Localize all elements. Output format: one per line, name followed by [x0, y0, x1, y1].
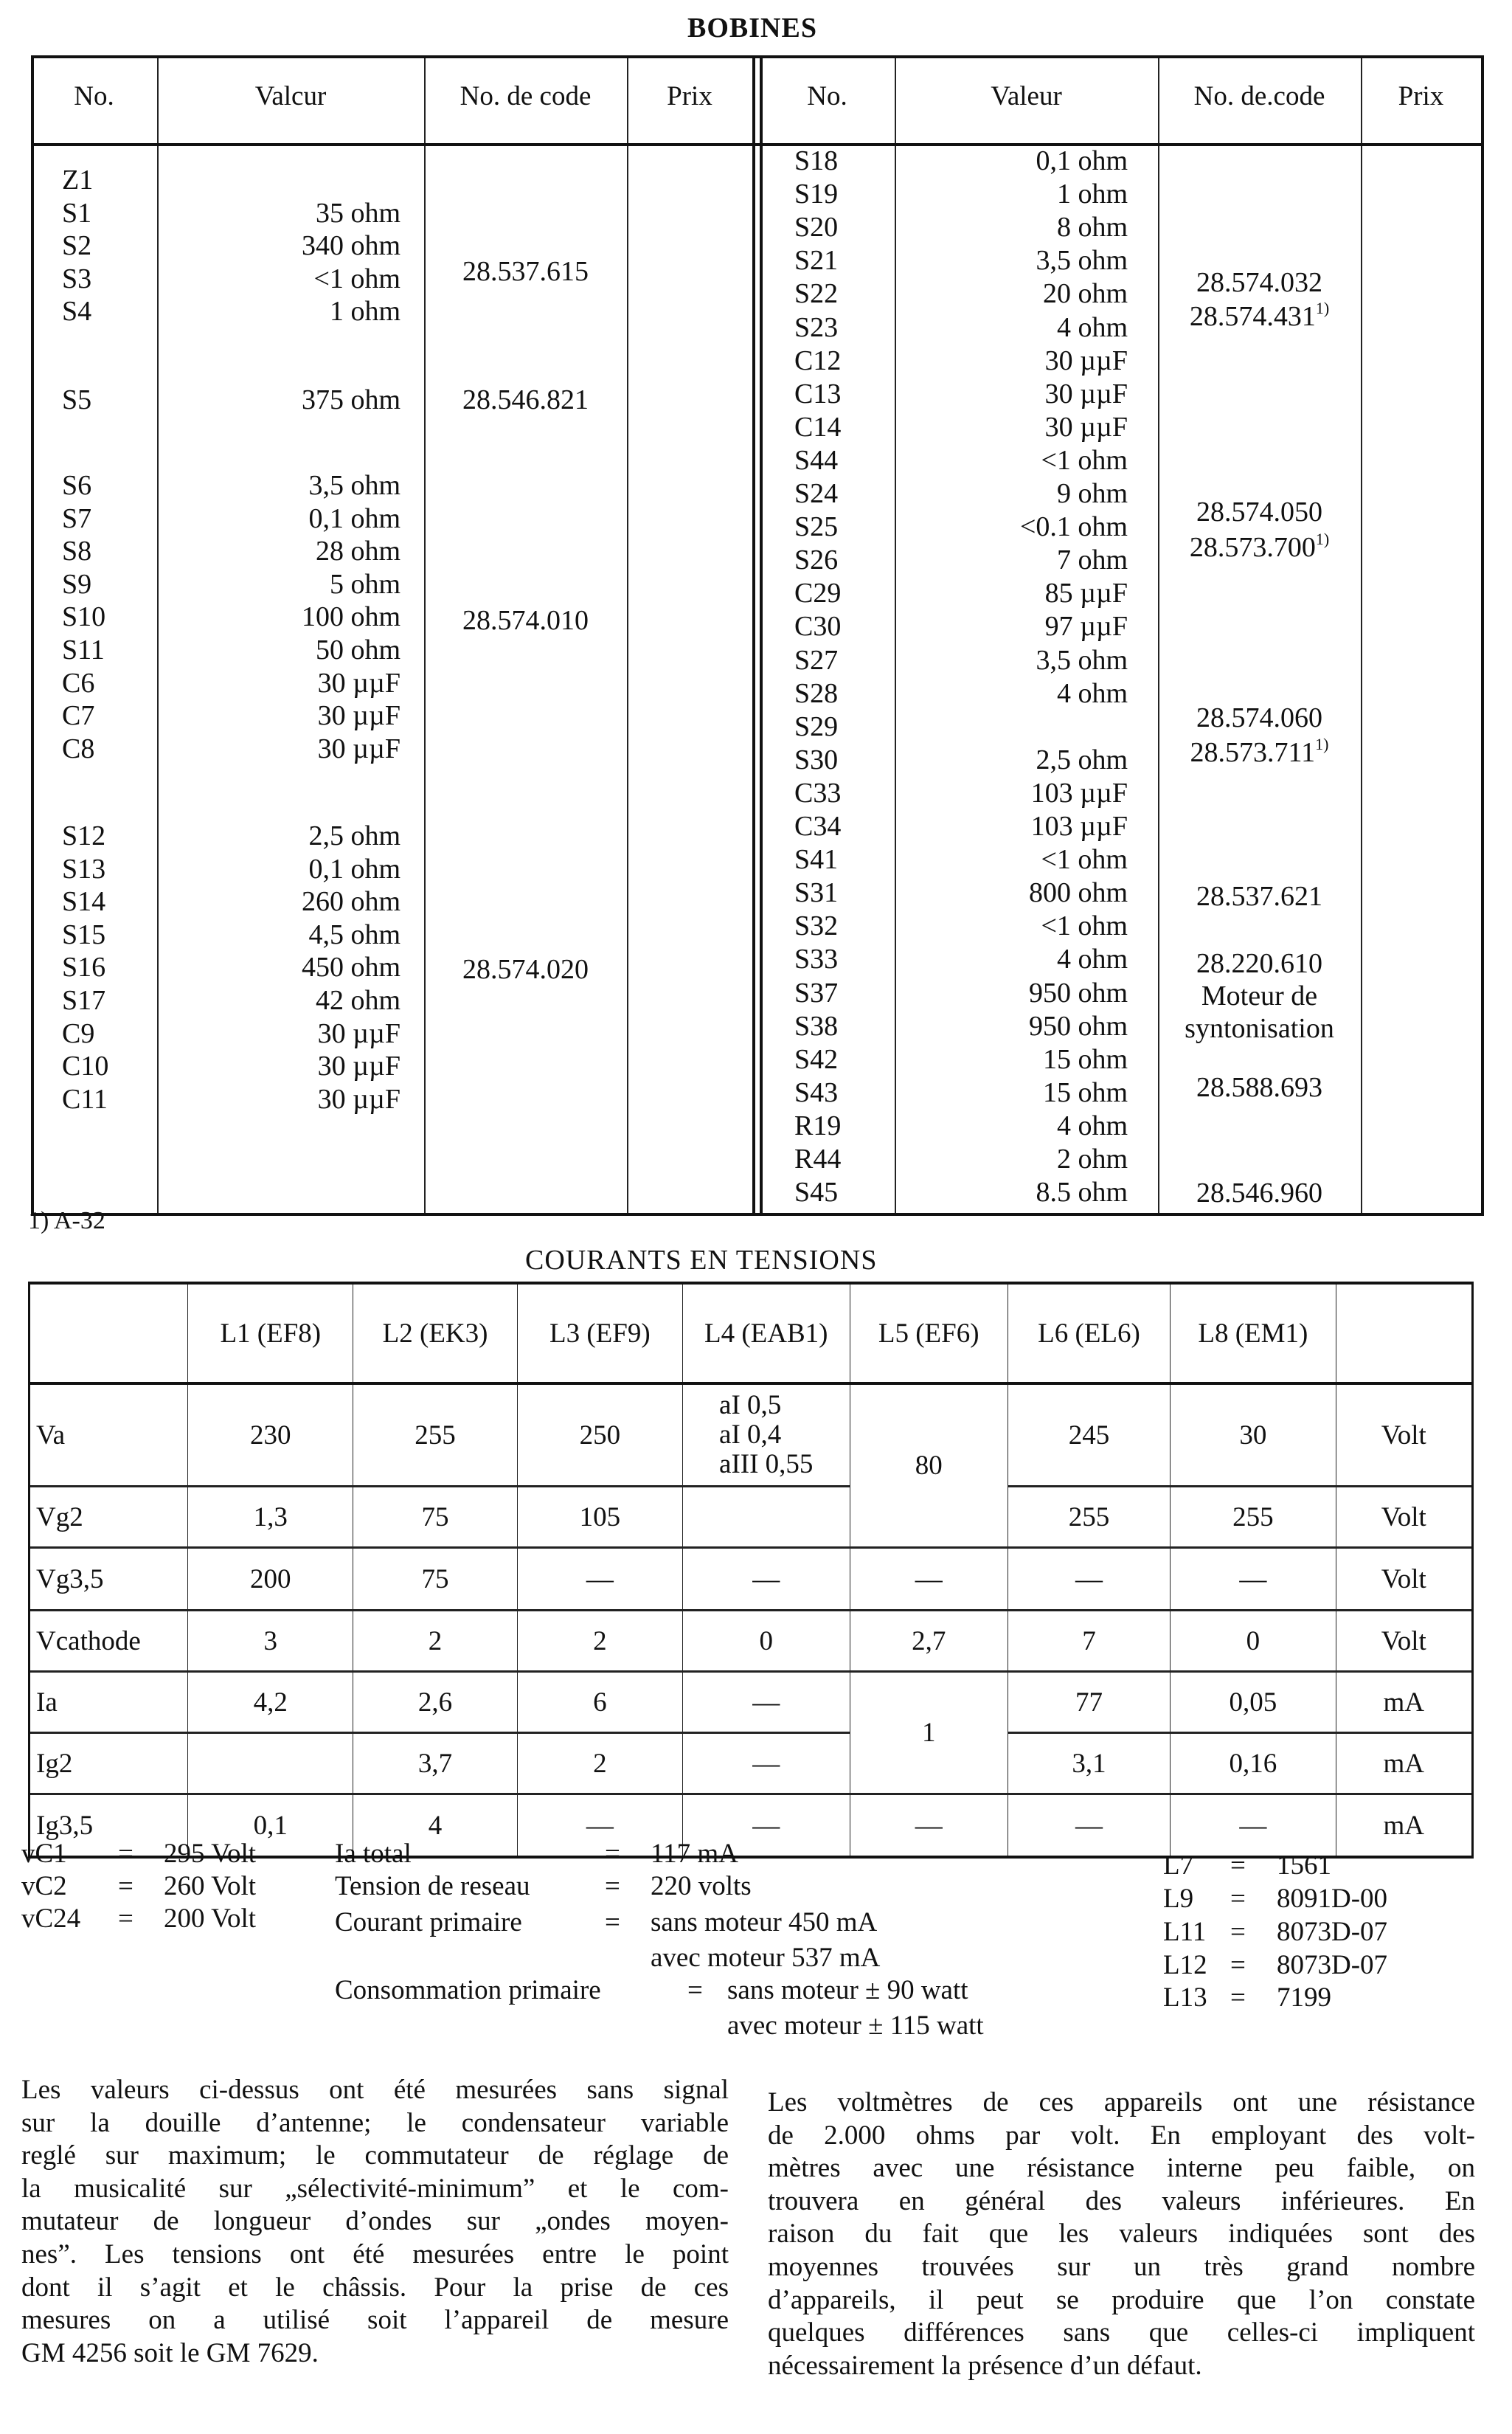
component-number: R19: [794, 1110, 842, 1141]
equals-sign: =: [687, 1975, 703, 2005]
note-line: mètres avec une résistance interne peu faible, on: [768, 2153, 1475, 2184]
code-number: 28.546.821: [462, 384, 589, 415]
component-value: 30 µµF: [317, 1017, 400, 1049]
code-text: Moteur de: [1201, 981, 1318, 1012]
unit-cell: Volt: [1336, 1487, 1472, 1548]
component-number: S26: [794, 544, 839, 576]
courant-label: Courant primaire: [335, 1907, 522, 1937]
row-label: Ig3,5: [30, 1794, 188, 1858]
note-line: raison du fait que les valeurs indiquées sont des: [768, 2219, 1475, 2250]
value-cell: —: [850, 1548, 1008, 1611]
value-cell: —: [517, 1794, 682, 1858]
code-text: 28.574.431: [1189, 301, 1316, 332]
header-no: No.: [807, 81, 847, 111]
value-cell: 3: [188, 1611, 353, 1672]
component-number: C7: [62, 700, 95, 732]
note-line: mutateur de longueur d’ondes sur „ondes moyen-: [21, 2206, 729, 2237]
courants-table: [28, 1282, 1474, 1859]
component-number: S22: [794, 278, 839, 310]
component-number: C14: [794, 411, 842, 443]
note-line: Les valeurs ci-dessus ont été mesurées sans signal: [21, 2075, 729, 2105]
table-row: [30, 1611, 1473, 1672]
component-value: 42 ohm: [315, 985, 400, 1016]
unit-cell: mA: [1336, 1733, 1472, 1794]
header-no: No.: [74, 81, 114, 111]
code-text: 28.574.060: [1196, 702, 1322, 733]
notes-right: [768, 2086, 1475, 2382]
note-line: Les voltmètres de ces appareils ont une résistance: [768, 2087, 1475, 2117]
code-number: 28.574.010: [462, 605, 589, 636]
component-value: <1 ohm: [313, 263, 400, 294]
value-cell: 2: [353, 1611, 517, 1672]
courant-value: sans moteur 450 mA: [651, 1907, 878, 1937]
value-cell: 1: [850, 1672, 1008, 1794]
footnote-mark: 1): [1315, 735, 1329, 753]
note-line: moyennes trouvées sur un très grand nombre: [768, 2251, 1475, 2282]
anode-value: aI 0,4: [719, 1419, 782, 1450]
bobines-title: BOBINES: [687, 13, 817, 44]
component-number: S3: [62, 263, 92, 294]
component-number: S28: [794, 677, 839, 709]
column-header: L2 (EK3): [353, 1283, 517, 1383]
capacitor-voltage: 260 Volt: [164, 1871, 257, 1901]
component-number: C12: [794, 345, 842, 376]
row-label: Ia: [30, 1672, 188, 1733]
lamp-label: L13: [1163, 1982, 1207, 2013]
value-cell: 77: [1008, 1672, 1170, 1733]
capacitor-voltage: 200 Volt: [164, 1904, 257, 1934]
value-cell: —: [682, 1794, 850, 1858]
row-label: Va: [30, 1383, 188, 1487]
anode-value: aIII 0,55: [719, 1448, 814, 1479]
component-value: 4 ohm: [1056, 1110, 1128, 1141]
footnote-mark: 1): [1315, 299, 1330, 317]
note-line: nécessairement la présence d’un défaut.: [768, 2350, 1202, 2381]
value-cell: [188, 1733, 353, 1794]
component-value: 15 ohm: [1042, 1076, 1128, 1108]
component-value: 950 ohm: [1028, 977, 1128, 1009]
code-number: [1158, 496, 1361, 528]
component-value: 15 ohm: [1042, 1043, 1128, 1075]
component-value: 30 µµF: [1044, 345, 1128, 376]
code-text: 28.537.621: [1196, 881, 1322, 912]
code-text: 28.573.700: [1189, 532, 1316, 563]
component-value: 1 ohm: [1056, 179, 1128, 210]
component-value: 30 µµF: [317, 667, 400, 699]
component-number: C10: [62, 1051, 109, 1082]
value-cell: 3,1: [1008, 1733, 1170, 1794]
value-cell: 255: [1008, 1487, 1170, 1548]
component-value: 3,5 ohm: [1036, 644, 1128, 676]
equals-sign: =: [605, 1871, 620, 1901]
code-number: [1158, 736, 1361, 769]
component-number: S20: [794, 212, 839, 243]
component-value: 100 ohm: [301, 601, 400, 633]
component-value: 8.5 ohm: [1036, 1177, 1128, 1209]
consommation-label: Consommation primaire: [335, 1975, 601, 2005]
header-prix: Prix: [667, 81, 712, 111]
header-prix: Prix: [1398, 81, 1444, 111]
courant-value: avec moteur 537 mA: [651, 1943, 881, 1973]
component-number: S1: [62, 197, 92, 229]
value-cell: 2: [517, 1611, 682, 1672]
component-value: 2,5 ohm: [1036, 744, 1128, 775]
component-number: S43: [794, 1076, 839, 1108]
component-value: 7 ohm: [1056, 544, 1128, 576]
component-value: <1 ohm: [1041, 444, 1128, 476]
value-cell: —: [1008, 1548, 1170, 1611]
capacitor-label: vC24: [21, 1904, 81, 1934]
component-number: S23: [794, 311, 839, 343]
note-line: dont il s’agit et le châssis. Pour la prise de ces: [21, 2272, 729, 2303]
component-value: <1 ohm: [1041, 910, 1128, 942]
footnote: 1) A-32: [28, 1207, 105, 1234]
lamp-code: 8091D-00: [1277, 1884, 1388, 1914]
value-cell: 4,2: [188, 1672, 353, 1733]
component-value: 3,5 ohm: [1036, 245, 1128, 277]
table-row: [30, 1487, 1473, 1548]
capacitor-voltage: 295 Volt: [164, 1839, 257, 1869]
value-cell: —: [850, 1794, 1008, 1858]
component-number: C30: [794, 611, 842, 643]
component-value: 97 µµF: [1044, 611, 1128, 643]
lamp-code: 8073D-07: [1277, 1917, 1388, 1947]
component-number: C13: [794, 378, 842, 409]
component-value: 9 ohm: [1056, 478, 1128, 509]
lamp-label: L9: [1163, 1884, 1194, 1914]
unit-cell: Volt: [1336, 1611, 1472, 1672]
component-number: C29: [794, 578, 842, 609]
note-line: reglé sur maximum; le commutateur de réglage de: [21, 2140, 729, 2171]
unit-cell: mA: [1336, 1794, 1472, 1858]
column-header: [1336, 1283, 1472, 1383]
component-number: C8: [62, 733, 95, 764]
code-text: 28.588.693: [1196, 1072, 1322, 1103]
component-value: <1 ohm: [1041, 844, 1128, 876]
tension-label: Tension de reseau: [335, 1871, 530, 1901]
equals-sign: =: [1230, 1950, 1246, 1980]
code-number: [1158, 947, 1361, 980]
component-number: S2: [62, 230, 92, 262]
capacitor-label: vC1: [21, 1839, 67, 1869]
component-value: 4 ohm: [1056, 311, 1128, 343]
table-row: [30, 1733, 1473, 1794]
code-number: [1158, 1177, 1361, 1209]
value-cell: 255: [353, 1383, 517, 1487]
note-line: d’appareils, il peut se produire que l’on constate: [768, 2284, 1475, 2315]
component-number: S37: [794, 977, 839, 1009]
consommation-value: sans moteur ± 90 watt: [727, 1975, 968, 2005]
component-number: S44: [794, 444, 839, 476]
note-line: mesures on a utilisé soit l’appareil de mesure: [21, 2305, 729, 2336]
lamp-label: L12: [1163, 1950, 1207, 1980]
footnote-mark: 1): [1315, 530, 1330, 548]
value-cell: 1,3: [188, 1487, 353, 1548]
value-cell: 245: [1008, 1383, 1170, 1487]
component-number: S12: [62, 820, 106, 851]
value-cell: —: [1008, 1794, 1170, 1858]
code-number: [1158, 702, 1361, 734]
component-number: S9: [62, 568, 92, 600]
equals-sign: =: [605, 1907, 620, 1937]
unit-cell: Volt: [1336, 1548, 1472, 1611]
component-value: 103 µµF: [1030, 811, 1128, 842]
column-header: L1 (EF8): [188, 1283, 353, 1383]
component-value: 375 ohm: [301, 384, 400, 415]
capacitor-label: vC2: [21, 1871, 67, 1901]
value-cell: —: [682, 1733, 850, 1794]
header-code: No. de.code: [1193, 81, 1325, 111]
component-value: 30 µµF: [317, 700, 400, 732]
value-cell: 0,1: [188, 1794, 353, 1858]
ia-total-label: Ia total: [335, 1839, 412, 1869]
value-cell: 250: [517, 1383, 682, 1487]
component-number: S11: [62, 635, 105, 665]
code-number: [1158, 880, 1361, 913]
component-value: 340 ohm: [301, 230, 400, 262]
tension-value: 220 volts: [651, 1871, 752, 1901]
code-text: 28.574.032: [1196, 267, 1322, 298]
value-cell: —: [1171, 1794, 1336, 1858]
component-value: 1 ohm: [329, 296, 400, 328]
component-value: 28 ohm: [315, 536, 400, 567]
value-cell: 0: [682, 1611, 850, 1672]
component-number: S4: [62, 296, 92, 328]
value-cell: 2,6: [353, 1672, 517, 1733]
component-number: S21: [794, 245, 839, 277]
component-number: S33: [794, 944, 839, 975]
consommation-value: avec moteur ± 115 watt: [727, 2011, 984, 2041]
value-cell: 200: [188, 1548, 353, 1611]
component-value: <0.1 ohm: [1020, 511, 1128, 543]
component-value: 30 µµF: [1044, 411, 1128, 443]
component-number: S38: [794, 1010, 839, 1042]
value-cell: [682, 1487, 850, 1548]
code-text: 28.573.711: [1190, 737, 1316, 768]
value-cell: 80: [850, 1383, 1008, 1548]
component-value: 4,5 ohm: [308, 919, 400, 950]
component-number: S14: [62, 886, 106, 918]
component-number: C34: [794, 811, 842, 842]
component-value: 3,5 ohm: [308, 470, 400, 501]
header-valeur: Valcur: [254, 81, 327, 111]
component-value: 8 ohm: [1056, 212, 1128, 243]
component-number: C33: [794, 777, 842, 809]
value-cell: 2,7: [850, 1611, 1008, 1672]
code-number: [1158, 1012, 1361, 1045]
value-cell: [682, 1383, 850, 1487]
component-value: 30 µµF: [1044, 378, 1128, 409]
component-number: S16: [62, 952, 106, 983]
component-number: S18: [794, 145, 839, 176]
row-label: Vcathode: [30, 1611, 188, 1672]
component-number: S45: [794, 1177, 839, 1209]
component-number: R44: [794, 1144, 842, 1175]
value-cell: 75: [353, 1548, 517, 1611]
component-value: 4 ohm: [1056, 677, 1128, 709]
value-cell: 0,05: [1171, 1672, 1336, 1733]
unit-cell: Volt: [1336, 1383, 1472, 1487]
equals-sign: =: [1230, 1917, 1246, 1947]
component-number: S8: [62, 536, 92, 567]
component-number: S42: [794, 1043, 839, 1075]
value-cell: 0: [1171, 1611, 1336, 1672]
column-header: L3 (EF9): [517, 1283, 682, 1383]
row-label: Vg2: [30, 1487, 188, 1548]
lamp-label: L11: [1163, 1917, 1207, 1947]
code-number: [1158, 266, 1361, 299]
component-number: S17: [62, 985, 106, 1016]
ia-total-value: 117 mA: [651, 1839, 738, 1869]
component-number: S27: [794, 644, 839, 676]
equals-sign: =: [1230, 1884, 1246, 1914]
lamp-label: L7: [1163, 1850, 1194, 1881]
code-number: [1158, 531, 1361, 564]
value-cell: 4: [353, 1794, 517, 1858]
code-text: syntonisation: [1185, 1013, 1334, 1044]
anode-value: aI 0,5: [719, 1389, 782, 1420]
component-value: 30 µµF: [317, 733, 400, 764]
component-number: Z1: [62, 165, 94, 196]
header-row: [30, 1283, 1473, 1383]
lamp-code: 1561: [1277, 1850, 1331, 1881]
note-line: de 2.000 ohms par volt. En employant des volt-: [768, 2120, 1475, 2151]
component-value: 800 ohm: [1028, 877, 1128, 909]
code-text: 28.220.610: [1196, 948, 1322, 979]
courants-title: COURANTS EN TENSIONS: [525, 1245, 878, 1276]
code-number: 28.574.020: [462, 954, 589, 985]
note-line: quelques différences sans que celles-ci impliquent: [768, 2317, 1475, 2348]
equals-sign: =: [1230, 1982, 1246, 2013]
component-number: S25: [794, 511, 839, 543]
component-number: C9: [62, 1017, 95, 1049]
code-number: [1158, 1071, 1361, 1104]
value-cell: 3,7: [353, 1733, 517, 1794]
component-number: S13: [62, 853, 106, 885]
value-cell: —: [682, 1672, 850, 1733]
notes-left: [21, 2074, 729, 2370]
code-number: 28.537.615: [462, 256, 589, 287]
header-code: No. de code: [460, 81, 592, 111]
value-cell: —: [517, 1548, 682, 1611]
row-label: Ig2: [30, 1733, 188, 1794]
column-header: L8 (EM1): [1171, 1283, 1336, 1383]
equals-sign: =: [118, 1904, 133, 1934]
component-number: S24: [794, 478, 839, 509]
note-line: sur la douille d’antenne; le condensateur variable: [21, 2107, 729, 2138]
component-value: 30 µµF: [317, 1051, 400, 1082]
component-number: S29: [794, 711, 839, 742]
equals-sign: =: [118, 1839, 133, 1869]
equals-sign: =: [118, 1871, 133, 1901]
component-number: S7: [62, 502, 92, 534]
note-line: GM 4256 soit le GM 7629.: [21, 2337, 319, 2368]
column-header: L4 (EAB1): [682, 1283, 850, 1383]
component-value: 0,1 ohm: [1036, 145, 1128, 176]
value-cell: 105: [517, 1487, 682, 1548]
value-cell: 0,16: [1171, 1733, 1336, 1794]
component-value: 950 ohm: [1028, 1010, 1128, 1042]
code-text: 28.546.960: [1196, 1178, 1322, 1209]
code-text: 28.574.050: [1196, 497, 1322, 528]
code-number: [1158, 300, 1361, 333]
value-cell: 230: [188, 1383, 353, 1487]
component-number: S10: [62, 601, 106, 633]
component-value: 103 µµF: [1030, 777, 1128, 809]
value-cell: 6: [517, 1672, 682, 1733]
component-value: 260 ohm: [301, 886, 400, 918]
component-value: 50 ohm: [315, 635, 400, 665]
value-cell: 2: [517, 1733, 682, 1794]
note-line: la musicalité sur „sélectivité-minimum” et le com-: [21, 2173, 729, 2204]
equals-sign: =: [605, 1839, 620, 1869]
equals-sign: =: [1230, 1850, 1246, 1881]
value-cell: —: [682, 1548, 850, 1611]
component-value: 2,5 ohm: [308, 820, 400, 851]
component-number: S15: [62, 919, 106, 950]
component-number: S30: [794, 744, 839, 775]
value-cell: 255: [1171, 1487, 1336, 1548]
lamp-code: 7199: [1277, 1982, 1331, 2013]
component-number: S32: [794, 910, 839, 942]
value-cell: 7: [1008, 1611, 1170, 1672]
header-valeur: Valeur: [991, 81, 1062, 111]
component-number: C6: [62, 667, 95, 699]
component-number: S41: [794, 844, 839, 876]
note-line: nes”. Les tensions ont été mesurées entre le point: [21, 2238, 729, 2269]
component-number: S19: [794, 179, 839, 210]
lamp-code: 8073D-07: [1277, 1950, 1388, 1980]
component-number: S31: [794, 877, 839, 909]
value-cell: —: [1171, 1548, 1336, 1611]
component-value: 85 µµF: [1044, 578, 1128, 609]
column-header: [30, 1283, 188, 1383]
component-value: 4 ohm: [1056, 944, 1128, 975]
component-value: 0,1 ohm: [308, 853, 400, 885]
component-value: 20 ohm: [1042, 278, 1128, 310]
table-row: [30, 1383, 1473, 1487]
note-line: trouvera en général des valeurs inférieures. En: [768, 2185, 1475, 2216]
table-row: [30, 1548, 1473, 1611]
component-value: 0,1 ohm: [308, 502, 400, 534]
component-value: 30 µµF: [317, 1083, 400, 1115]
column-header: L6 (EL6): [1008, 1283, 1170, 1383]
row-label: Vg3,5: [30, 1548, 188, 1611]
component-number: S5: [62, 384, 92, 415]
component-value: 450 ohm: [301, 952, 400, 983]
bobines-table: [31, 55, 1484, 1216]
component-number: C11: [62, 1083, 108, 1115]
value-cell: 75: [353, 1487, 517, 1548]
unit-cell: mA: [1336, 1672, 1472, 1733]
column-header: L5 (EF6): [850, 1283, 1008, 1383]
component-value: 35 ohm: [315, 197, 400, 229]
value-cell: 30: [1171, 1383, 1336, 1487]
component-value: 5 ohm: [329, 568, 400, 600]
component-number: S6: [62, 470, 92, 501]
code-number: [1158, 980, 1361, 1012]
component-value: 2 ohm: [1056, 1144, 1128, 1175]
table-row: [30, 1672, 1473, 1733]
